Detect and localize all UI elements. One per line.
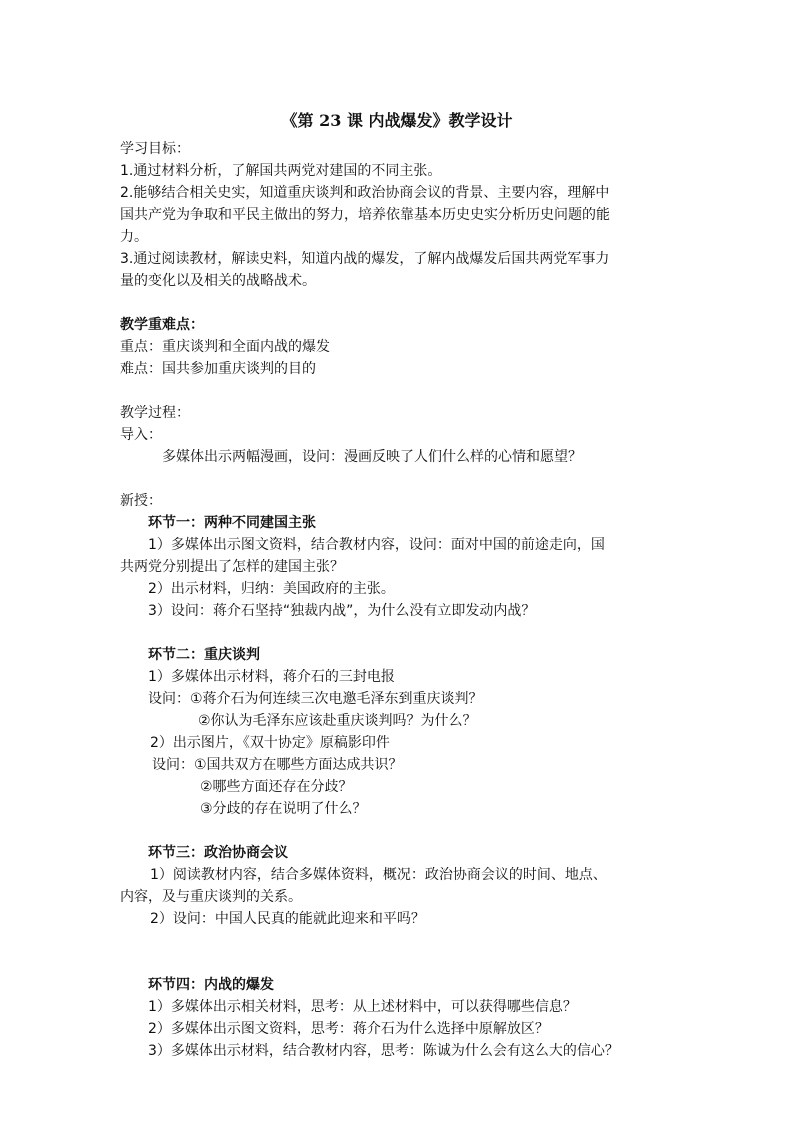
stage2-heading: 环节二：重庆谈判 [148, 647, 260, 663]
objective-line: 2.能够结合相关史实，知道重庆谈判和政治协商会议的背景、主要内容，理解中 [120, 185, 610, 201]
stage4-line: 2）多媒体出示图文资料，思考：蒋介石为什么选择中原解放区？ [148, 1021, 549, 1037]
stage4-heading: 环节四：内战的爆发 [148, 977, 274, 993]
stage2-line: 1）多媒体出示材料，蒋介石的三封电报 [148, 669, 395, 685]
stage2-line: 2）出示图片，《双十协定》原稿影印件 [150, 735, 390, 751]
stage2-line: 设问：①国共双方在哪些方面达成共识？ [152, 757, 403, 773]
stage4-line: 3）多媒体出示材料，结合教材内容，思考：陈诚为什么会有这么大的信心？ [148, 1043, 619, 1059]
objective-line: 国共产党为争取和平民主做出的努力，培养依靠基本历史史实分析历史问题的能 [120, 207, 610, 223]
intro-text: 多媒体出示两幅漫画，设问：漫画反映了人们什么样的心情和愿望？ [162, 449, 582, 465]
document-body [120, 138, 680, 1062]
stage2-line: ③分歧的存在说明了什么？ [200, 801, 367, 817]
stage3-line: 2）设问：中国人民真的能就此迎来和平吗？ [150, 911, 425, 927]
stage1-heading: 环节一：两种不同建国主张 [148, 515, 316, 531]
stage3-line: 内容，及与重庆谈判的关系。 [120, 889, 302, 905]
key-point: 重点：重庆谈判和全面内战的爆发 [120, 339, 330, 355]
stage2-line: 设问：①蒋介石为何连续三次电邀毛泽东到重庆谈判？ [148, 691, 483, 707]
stage3-line: 1）阅读教材内容，结合多媒体资料，概况：政治协商会议的时间、地点、 [150, 867, 607, 883]
stage2-line: ②你认为毛泽东应该赴重庆谈判吗？为什么？ [198, 713, 477, 729]
objective-line: 力。 [120, 229, 148, 245]
stage2-line: ②哪些方面还存在分歧？ [200, 779, 353, 795]
objective-line: 3.通过阅读教材，解读史料，知道内战的爆发，了解内战爆发后国共两党军事力 [120, 251, 610, 267]
objective-line: 量的变化以及相关的战略战术。 [120, 273, 316, 289]
objectives-heading: 学习目标： [120, 141, 190, 157]
stage1-line: 2）出示材料，归纳：美国政府的主张。 [148, 581, 395, 597]
objective-line: 1.通过材料分析，了解国共两党对建国的不同主张。 [120, 163, 442, 179]
intro-label: 导入： [120, 427, 162, 443]
page-title: 《第 23 课 内战爆发》教学设计 [281, 111, 513, 130]
difficult-point: 难点：国共参加重庆谈判的目的 [120, 361, 316, 377]
new-lesson-label: 新授： [120, 493, 162, 509]
process-heading: 教学过程： [120, 405, 190, 421]
stage1-line: 1）多媒体出示图文资料，结合教材内容，设问：面对中国的前途走向，国 [148, 537, 605, 553]
keypoints-heading: 教学重难点： [120, 317, 204, 333]
stage1-line: 3）设问：蒋介石坚持“独裁内战”，为什么没有立即发动内战？ [148, 603, 536, 619]
stage3-heading: 环节三：政治协商会议 [148, 845, 288, 861]
stage4-line: 1）多媒体出示相关材料，思考：从上述材料中，可以获得哪些信息？ [148, 999, 577, 1015]
stage1-line: 共两党分别提出了怎样的建国主张？ [120, 559, 344, 575]
